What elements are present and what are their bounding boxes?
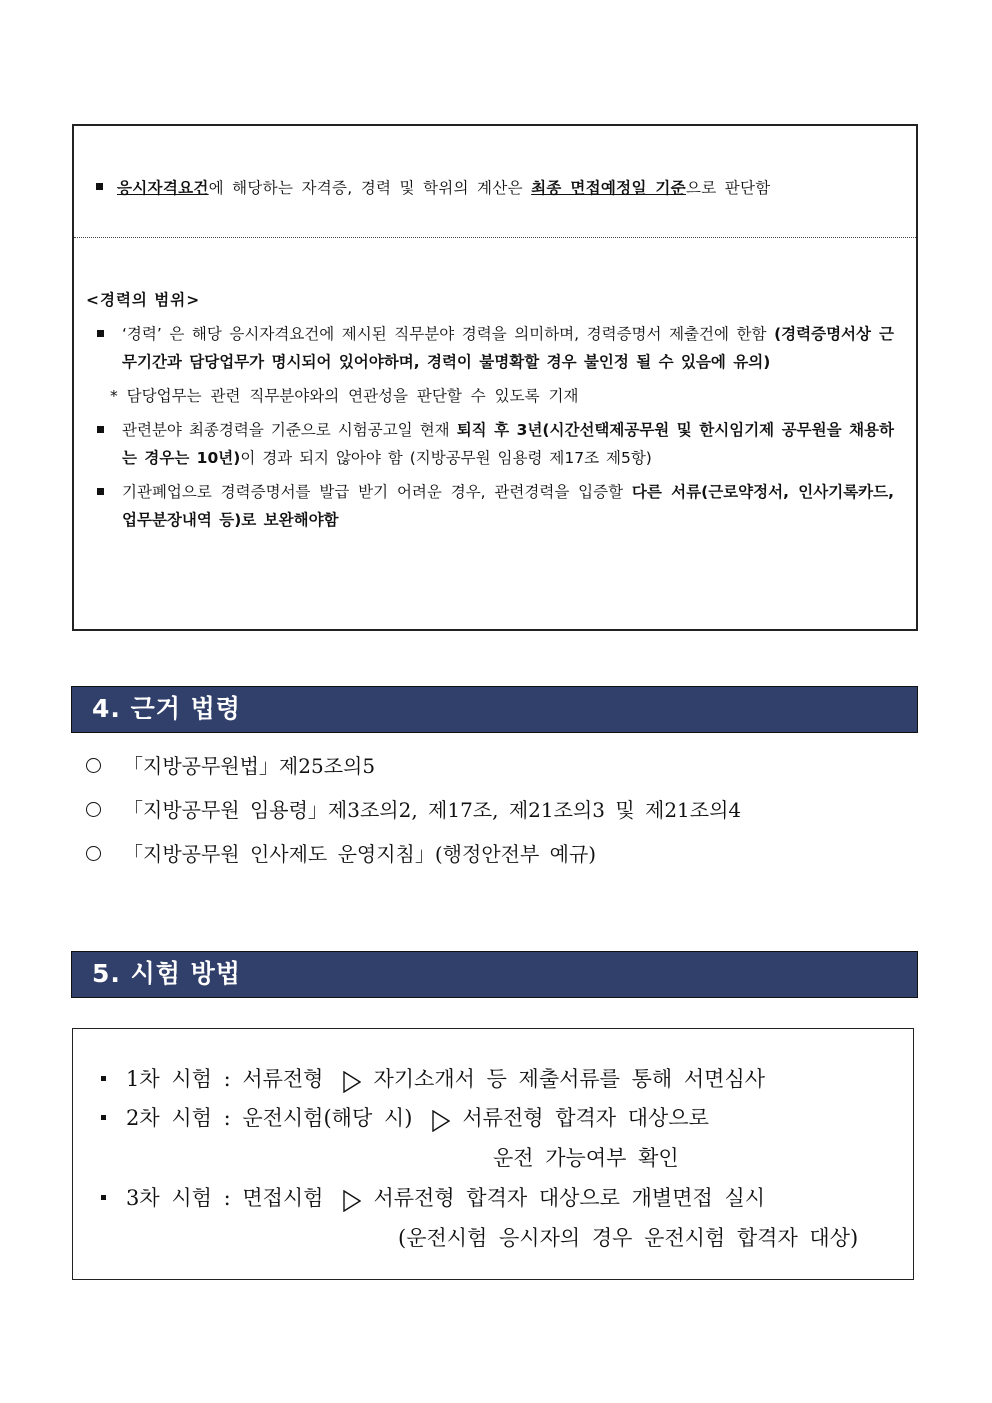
qualification-criteria xyxy=(74,126,916,238)
career-scope-item xyxy=(86,416,894,472)
eligibility-notes-box xyxy=(72,124,918,631)
exam-desc: 자기소개서 등 제출서류를 통해 서면심사 xyxy=(373,1067,766,1091)
square-bullet-icon xyxy=(97,330,104,337)
career-definition-text: ‘경력’ 은 해당 응시자격요건에 제시된 직무분야 경력을 의미하며, 경력증명서 제출건에 한함 xyxy=(122,325,775,343)
law-text: 「지방공무원 임용령」제3조의2, 제17조, 제21조의3 및 제21조의4 xyxy=(123,798,742,822)
law-text: 「지방공무원법」제25조의5 xyxy=(123,754,376,778)
section-4-title: 4. 근거 법령 xyxy=(71,686,918,733)
career-period-tail: 이 경과 되지 않아야 함 (지방공무원 임용령 제17조 제5항) xyxy=(240,449,652,467)
legal-basis-list xyxy=(86,748,741,880)
exam-desc: 서류전형 합격자 대상으로 xyxy=(462,1106,709,1130)
qualification-criteria-item xyxy=(96,176,771,198)
exam-method-box xyxy=(72,1028,914,1280)
square-bullet-icon xyxy=(96,183,103,190)
bullet-icon xyxy=(101,1076,106,1081)
law-text: 「지방공무원 인사제도 운영지침」(행정안전부 예규) xyxy=(123,842,597,866)
exam-desc-cont: (운전시험 응시자의 경우 운전시험 합격자 대상) xyxy=(398,1226,859,1250)
career-period-emphasis: 퇴직 후 3년(시간선택제공무원 및 한시임기제 공무원을 채용하는 경우는 10년) xyxy=(122,421,894,467)
section-5-title: 5. 시험 방법 xyxy=(71,951,918,998)
square-bullet-icon xyxy=(97,488,104,495)
career-scope-item xyxy=(86,478,894,534)
alternate-docs-emphasis: 다른 서류(근로약정서, 인사기록카드, 업무분장내역 등)로 보완해야함 xyxy=(122,483,895,529)
career-period-text: 관련분야 최종경력을 기준으로 시험공고일 현재 xyxy=(122,421,457,439)
bullet-icon xyxy=(101,1195,106,1200)
alternate-docs-text: 기관폐업으로 경력증명서를 발급 받기 어려운 경우, 관련경력을 입증할 xyxy=(122,483,632,501)
career-definition-emphasis: (경력증명서상 근무기간과 담당업무가 명시되어 있어야하며, 경력이 불명확할 경우 불인정 될 수 있음에 유의) xyxy=(122,325,894,371)
exam-item xyxy=(101,1102,709,1132)
exam-item xyxy=(101,1182,765,1212)
bullet-icon xyxy=(101,1115,106,1120)
exam-stage: 3차 시험 : 면접시험 xyxy=(126,1186,324,1210)
legal-basis-item xyxy=(86,836,741,880)
circle-bullet-icon xyxy=(86,846,101,861)
qualification-text-end: 으로 판단함 xyxy=(685,179,771,197)
exam-stage: 1차 시험 : 서류전형 xyxy=(126,1067,324,1091)
square-bullet-icon xyxy=(97,426,104,433)
circle-bullet-icon xyxy=(86,758,101,773)
legal-basis-item xyxy=(86,792,741,836)
career-scope xyxy=(74,238,916,534)
exam-item xyxy=(101,1063,765,1093)
exam-desc-cont: 운전 가능여부 확인 xyxy=(493,1146,679,1170)
reference-date: 최종 면접예정일 기준 xyxy=(531,179,686,197)
circle-bullet-icon xyxy=(86,802,101,817)
exam-stage: 2차 시험 : 운전시험(해당 시) xyxy=(126,1106,413,1130)
exam-desc: 서류전형 합격자 대상으로 개별면접 실시 xyxy=(373,1186,766,1210)
career-scope-item xyxy=(86,320,894,376)
career-note: * 담당업무는 관련 직무분야와의 연관성을 판단할 수 있도록 기재 xyxy=(110,387,579,405)
qualification-text: 에 해당하는 자격증, 경력 및 학위의 계산은 xyxy=(208,179,532,197)
legal-basis-item xyxy=(86,748,741,792)
career-scope-heading: <경력의 범위> xyxy=(86,291,201,309)
qualification-term: 응시자격요건 xyxy=(117,179,209,197)
